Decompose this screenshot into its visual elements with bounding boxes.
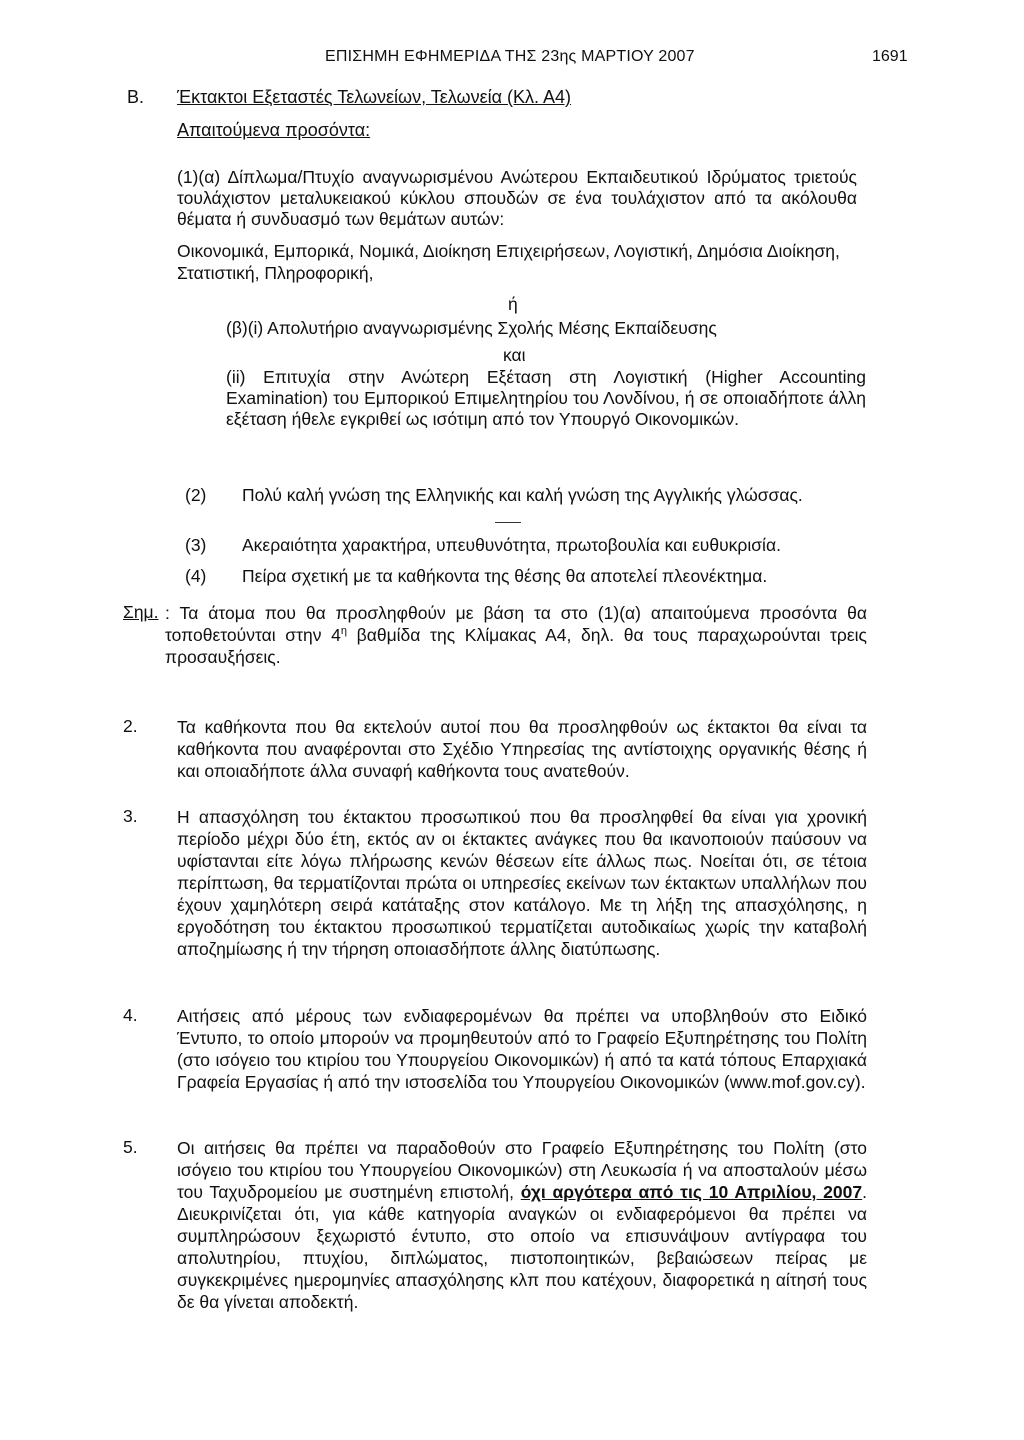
requirement-number: (4)	[185, 566, 207, 586]
or-connector: ή	[508, 294, 518, 314]
qualification-1b-ii: (ii) Επιτυχία στην Ανώτερη Εξέταση στη Λογιστική (Higher Accounting Examination) του Εμπορικού Επιμελητηρίου του Λονδίνου, ή σε οποιαδήποτε άλλη εξέταση ήθελε εγκριθεί ως ισότιμη από τον Υπουργό Οικονομικών.	[226, 367, 866, 429]
section-title: Έκτακτοι Εξεταστές Τελωνείων, Τελωνεία (Κλ. Α4)	[177, 87, 572, 107]
note-body-end: βαθμίδα της Κλίμακας Α4, δηλ. θα τους παραχωρούνται τρεις προσαυξήσεις.	[165, 625, 867, 667]
page-number: 1691	[872, 48, 908, 65]
qualification-1a: (1)(α) Δίπλωμα/Πτυχίο αναγνωρισμένου Ανώτερου Εκπαιδευτικού Ιδρύματος τριετούς τουλάχιστον μεταλυκειακού κύκλου σπουδών σε ένα τουλάχιστον από τα ακόλουθα θέματα ή συνδυασμό των θεμάτων αυτών:	[177, 167, 857, 229]
requirement-number: (3)	[185, 535, 207, 555]
section-letter: Β.	[127, 87, 145, 107]
qualification-1b-i: (β)(i) Απολυτήριο αναγνωρισμένης Σχολής Μέσης Εκπαίδευσης	[226, 318, 717, 338]
paragraph-number: 5.	[123, 1137, 138, 1157]
paragraph-5-start: Οι αιτήσεις θα πρέπει να παραδοθούν στο Γραφείο Εξυπηρέτησης του Πολίτη (στο ισόγειο του κτιρίου του Υπουργείου Οικονομικών) στη Λευκωσία ή να αποσταλούν μέσω του Ταχυδρομείου με συστημένη επιστολή,	[177, 1138, 867, 1202]
paragraph-text: Τα καθήκοντα που θα εκτελούν αυτοί που θα προσληφθούν ως έκτακτοι θα είναι τα καθήκοντα που αναφέρονται στο Σχέδιο Υπηρεσίας της αντίστοιχης οργανικής θέσης ή και οποιαδήποτε άλλα συναφή καθήκοντα τους ανατεθούν.	[177, 717, 867, 781]
paragraph-text: Αιτήσεις από μέρους των ενδιαφερομένων θα πρέπει να υποβληθούν στο Ειδικό Έντυπο, το οποίο μπορούν να προμηθευτούν από το Γραφείο Εξυπηρέτησης του Πολίτη (στο ισόγειο του κτιρίου του Υπουργείου Οικονομικών) ή από τα κατά τόπους Επαρχιακά Γραφεία Εργασίας ή από την ιστοσελίδα του Υπουργείου Οικονομικών (www.mof.gov.cy).	[177, 1006, 867, 1092]
note-text	[165, 602, 867, 668]
paragraph-5-end: . Διευκρινίζεται ότι, για κάθε κατηγορία αναγκών οι ενδιαφερόμενοι θα πρέπει να συμπληρώσουν ξεχωριστό έντυπο, στο οποίο να επισυνάψουν αντίγραφα του απολυτηρίου, πτυχίου, διπλώματος, πιστοποιητικών, βεβαιώσεων πείρας με συγκεκριμένες ημερομηνίες απασχόλησης κλπ που κατέχουν, διαφορετικά η αίτησή τους δε θα γίνεται αποδεκτή.	[177, 1182, 867, 1312]
note-label: Σημ.	[123, 602, 159, 622]
stray-mark	[495, 522, 521, 523]
paragraph-number: 2.	[123, 716, 138, 736]
paragraph-number: 4.	[123, 1005, 138, 1025]
paragraph-number: 3.	[123, 806, 138, 826]
requirement-number: (2)	[185, 485, 207, 505]
note-body-start: Τα άτομα που θα προσληφθούν με βάση τα στο (1)(α) απαιτούμενα προσόντα θα τοποθετούνται στην 4	[165, 603, 867, 645]
application-deadline: όχι αργότερα από τις 10 Απριλίου, 2007	[520, 1182, 863, 1202]
qualifications-heading: Απαιτούμενα προσόντα:	[177, 120, 371, 140]
and-connector: και	[503, 345, 526, 365]
ordinal-superscript: η	[340, 625, 347, 638]
paragraph-text: Η απασχόληση του έκτακτου προσωπικού που θα προσληφθεί θα είναι για χρονική περίοδο μέχρι δύο έτη, εκτός αν οι έκτακτες ανάγκες που θα ικανοποιούν παύσουν να υφίστανται είτε λόγω πλήρωσης κενών θέσεων είτε άλλως πως. Νοείται ότι, σε τέτοια περίπτωση, θα τερματίζονται πρώτα οι υπηρεσίες εκείνων των έκτακτων υπαλλήλων που έχουν χαμηλότερη σειρά κατάταξης στον κατάλογο. Με τη λήξη της απασχόλησης, η εργοδότηση του έκτακτου προσωπικού τερματίζεται αυτοδικαίως χωρίς την καταβολή αποζημίωσης ή την τήρηση οποιασδήποτε άλλης διατύπωσης.	[177, 807, 867, 959]
paragraph-text	[177, 1137, 867, 1313]
requirement-text: Πολύ καλή γνώση της Ελληνικής και καλή γνώση της Αγγλικής γλώσσας.	[242, 485, 803, 505]
requirement-text: Ακεραιότητα χαρακτήρα, υπευθυνότητα, πρωτοβουλία και ευθυκρισία.	[242, 535, 781, 555]
requirement-text: Πείρα σχετική με τα καθήκοντα της θέσης θα αποτελεί πλεονέκτημα.	[242, 566, 768, 586]
subject-fields: Οικονομικά, Εμπορικά, Νομικά, Διοίκηση Επιχειρήσεων, Λογιστική, Δημόσια Διοίκηση, Στατιστική, Πληροφορική,	[177, 241, 840, 283]
note-colon: :	[165, 603, 170, 623]
gazette-title: ΕΠΙΣΗΜΗ ΕΦΗΜΕΡΙΔΑ ΤΗΣ 23ης ΜΑΡΤΙΟΥ 2007	[325, 48, 695, 65]
